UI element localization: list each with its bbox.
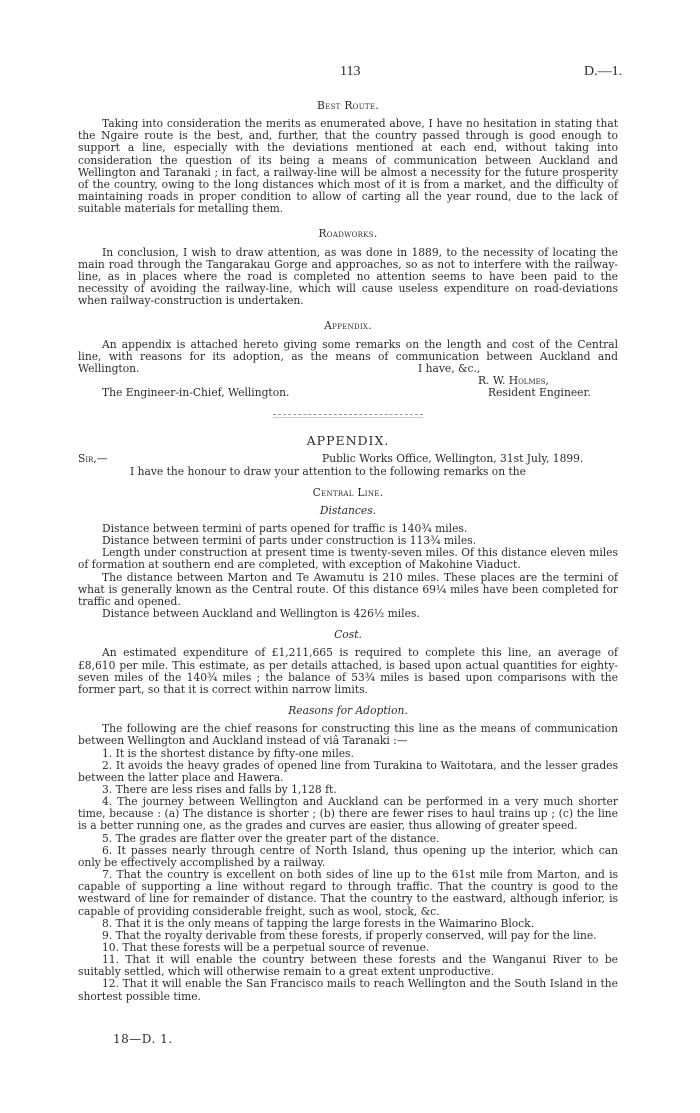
reason-item: 6. It passes nearly through centre of North Island, thus opening up the interior, which can only be effectively accomplished by a railway.	[78, 843, 618, 869]
reason-item: 1. It is the shortest distance by fifty-one miles.	[102, 746, 354, 760]
reason-item: 5. The grades are flatter over the greater part of the distance.	[102, 831, 440, 845]
distances-heading: Distances.	[319, 503, 377, 517]
reason-item: 11. That it will enable the country between these forests and the Wanganui River to be suitably settled, which will otherwise remain to a great extent unproductive.	[78, 953, 618, 979]
reason-item: 3. There are less rises and falls by 1,128 ft.	[102, 782, 337, 796]
appendix-note-paragraph: An appendix is attached hereto giving some remarks on the length and cost of the Central line, with reasons for its adoption, as the means of communication between Auckland and Wellington.	[78, 337, 618, 375]
addressee-line	[78, 387, 618, 399]
distance-item: The distance between Marton and Te Awamutu is 210 miles. These places are the termini of what is generally known as the Central route. Of this distance 69¼ miles have been completed for traffic and opened.	[78, 570, 618, 608]
reason-item: 9. That the royalty derivable from these forests, if properly conserved, will pay for the line.	[102, 928, 597, 942]
appendix-note-heading: Appendix.	[324, 319, 372, 333]
page-number: 113	[340, 64, 361, 79]
appendix-title: APPENDIX.	[306, 433, 390, 449]
distances-list	[78, 523, 618, 620]
signatory-title: Resident Engineer.	[488, 386, 591, 400]
document-code: D.—1.	[584, 64, 623, 79]
closing-text: I have, &c.,	[418, 361, 481, 375]
page-body	[78, 62, 618, 1003]
reasons-heading: Reasons for Adoption.	[288, 704, 408, 718]
reasons-intro: The following are the chief reasons for constructing this line as the means of communication between Wellington and Auckland instead of viâ Taranaki :—	[78, 722, 618, 748]
salutation: Sir,—	[78, 452, 108, 466]
roadworks-paragraph: In conclusion, I wish to draw attention, as was done in 1889, to the necessity of locating the main road through the Tangarakau Gorge and approaches, so as not to interfere with the railway-line, as in places where the road is completed no attention seems to have been paid to the necessity of avoiding the railway-line, which will cause useless expenditure on road-deviations when railway-construction is undertaken.	[78, 245, 618, 308]
addressee: The Engineer-in-Chief, Wellington.	[102, 386, 290, 400]
reasons-list	[78, 748, 618, 1003]
signatory-name: R. W. Holmes,	[478, 373, 549, 387]
best-route-heading: Best Route.	[317, 99, 379, 112]
distance-item: Distance between Auckland and Wellington is 426½ miles.	[102, 607, 420, 621]
dateline: Public Works Office, Wellington, 31st July, 1899.	[322, 452, 584, 466]
distance-item: Length under construction at present time is twenty-seven miles. Of this distance eleven miles of formation at southern end are completed, with exception of Makohine Viaduct.	[78, 546, 618, 572]
distance-item: Distance between termini of parts opened for traffic is 140¾ miles.	[102, 522, 468, 536]
reason-item: 7. That the country is excellent on both sides of line up to the 61st mile from Marton, and is capable of supporting a line without regard to through traffic. That the country is good to the westward of line for remainder of distance. That the country to the eastward, although inferior, is capable of providing considerable freight, such as wool, stock, &c.	[78, 868, 618, 918]
reason-item: 4. The journey between Wellington and Auckland can be performed in a very much shorter time, because : (a) The distance is shorter ; (b) there are fewer rises to haul trains up ; (c) the line is a better running one, as the grades and curves are easier, thus allowing of greater speed.	[78, 795, 618, 833]
cost-heading: Cost.	[334, 628, 362, 642]
roadworks-heading: Roadworks.	[318, 227, 378, 241]
central-line-heading: Central Line.	[312, 485, 384, 499]
dateline-row	[78, 453, 618, 465]
reason-item: 2. It avoids the heavy grades of opened line from Turakina to Waitotara, and the lesser grades between the latter place and Hawera.	[78, 758, 618, 784]
appendix-intro: I have the honour to draw your attention to the following remarks on the	[130, 464, 527, 478]
best-route-paragraph: Taking into consideration the merits as enumerated above, I have no hesitation in stating that the Ngaire route is the best, and, further, that the country passed through is good enough to support a line, especially with the deviations mentioned at each end, without taking into consideration the question of its being a means of communication between Auckland and Wellington and Taranaki ; in fact, a railway-line will be almost a necessity for the future prosperity of the country, owing to the long distances which most of it is from a market, and the difficulty of maintaining roads in proper condition to allow of carting all the year round, due to the lack of suitable materials for metalling them.	[78, 117, 618, 216]
section-divider	[273, 414, 423, 418]
reason-item: 12. That it will enable the San Francisco mails to reach Wellington and the South Island in the shortest possible time.	[78, 977, 618, 1003]
reason-item: 10. That these forests will be a perpetual source of revenue.	[102, 941, 430, 955]
reason-item: 8. That it is the only means of tapping the large forests in the Waimarino Block.	[102, 916, 535, 930]
cost-paragraph: An estimated expenditure of £1,211,665 is required to complete this line, an average of £8,610 per mile. This estimate, as per details attached, is based upon actual quantities for eighty-seven miles of the 140¾ miles ; the balance of 53¾ miles is based upon comparisons with the former part, so that it is correct within narrow limits.	[78, 646, 618, 696]
distance-item: Distance between termini of parts under construction is 113¾ miles.	[102, 534, 477, 548]
signature-mark: 18—D. 1.	[113, 1032, 173, 1046]
